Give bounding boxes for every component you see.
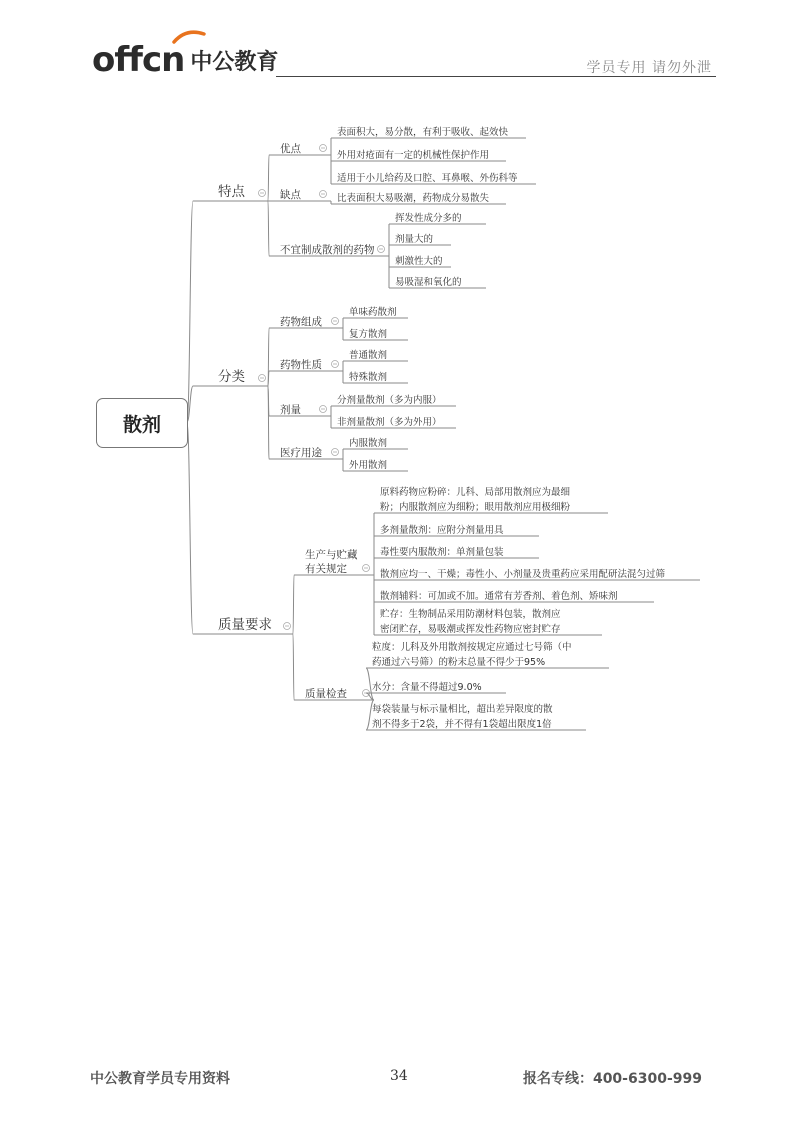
subbranch-label: 质量检查 [305,688,347,700]
leaf-item: 毒性要内服散剂：单剂量包装 [380,547,504,558]
branch-label: 分类 [218,369,245,385]
leaf-item: 非剂量散剂（多为外用） [337,417,442,428]
leaf-item: 内服散剂 [349,438,388,449]
leaf-item: 普通散剂 [349,350,388,361]
page-number: 34 [390,1068,408,1084]
subbranch-label: 优点 [280,143,301,155]
leaf-item: 水分：含量不得超过9.0% [372,682,482,693]
subbranch-label: 医疗用途 [280,447,322,459]
subbranch-label: 有关规定 [305,563,347,575]
footer-hotline: 报名专线：400-6300-999 [522,1071,702,1087]
leaf-item: 外用散剂 [349,460,388,471]
connector-curve [187,422,193,634]
subbranch-label: 剂量 [280,404,301,416]
leaf-item: 原料药物应粉碎：儿科、局部用散剂应为最细 [380,487,571,498]
leaf-item: 特殊散剂 [349,372,388,383]
leaf-item: 贮存：生物制品采用防潮材料包装，散剂应 [380,609,561,620]
leaf-item: 药通过六号筛）的粉末总量不得少于95% [372,657,546,668]
connector-curve [268,155,269,201]
footer-brand: 中公教育学员专用资料 [90,1071,230,1087]
subbranch-label: 药物性质 [280,359,322,371]
leaf-item: 散剂应均一、干燥；毒性小、小剂量及贵重药应采用配研法混匀过筛 [380,569,666,580]
connector-curve [268,201,269,256]
subbranch-label: 不宜制成散剂的药物 [280,244,375,256]
leaf-item: 每袋装量与标示量相比，超出差异限度的散 [372,704,553,715]
leaf-item: 表面积大，易分散，有利于吸收、起效快 [337,127,509,138]
subbranch-label: 生产与贮藏 [305,549,358,561]
leaf-item: 复方散剂 [349,329,388,340]
logo-chinese-text: 中公教育 [190,49,279,75]
connector-curve [293,575,294,634]
subbranch-label: 药物组成 [280,316,322,328]
leaf-item: 粉；内服散剂应为细粉；眼用散剂应用极细粉 [380,502,571,513]
mind-map-root [96,398,188,448]
leaf-item: 分剂量散剂（多为内服） [337,395,442,406]
leaf-item: 多剂量散剂：应附分剂量用具 [380,525,504,536]
leaf-item: 粒度：儿科及外用散剂按规定应通过七号筛（中 [372,642,572,653]
root-label: 散剂 [122,413,161,436]
leaf-item: 密闭贮存，易吸潮或挥发性药物应密封贮存 [380,624,561,635]
connector-curve [293,634,294,700]
leaf-item: 刺激性大的 [395,256,443,267]
leaf-item: 单味药散剂 [349,307,397,318]
leaf-item: 散剂辅料：可加或不加。通常有芳香剂、着色剂、矫味剂 [380,591,618,602]
leaf-item: 外用对疮面有一定的机械性保护作用 [337,150,490,161]
leaf-item: 适用于小儿给药及口腔、耳鼻喉、外伤科等 [337,173,518,184]
header-notice: 学员专用 请勿外泄 [586,60,712,76]
subbranch-label: 缺点 [280,189,301,201]
branch-label: 特点 [218,184,245,200]
leaf-item: 易吸湿和氧化的 [395,277,462,288]
leaf-item: 剂量大的 [395,234,434,245]
leaf-item: 比表面积大易吸潮，药物成分易散失 [337,193,490,204]
leaf-item: 挥发性成分多的 [395,213,462,224]
logo-latin-text: offcn [92,40,185,80]
leaf-item: 剂不得多于2袋，并不得有1袋超出限度1倍 [372,719,552,730]
branch-label: 质量要求 [218,617,272,633]
